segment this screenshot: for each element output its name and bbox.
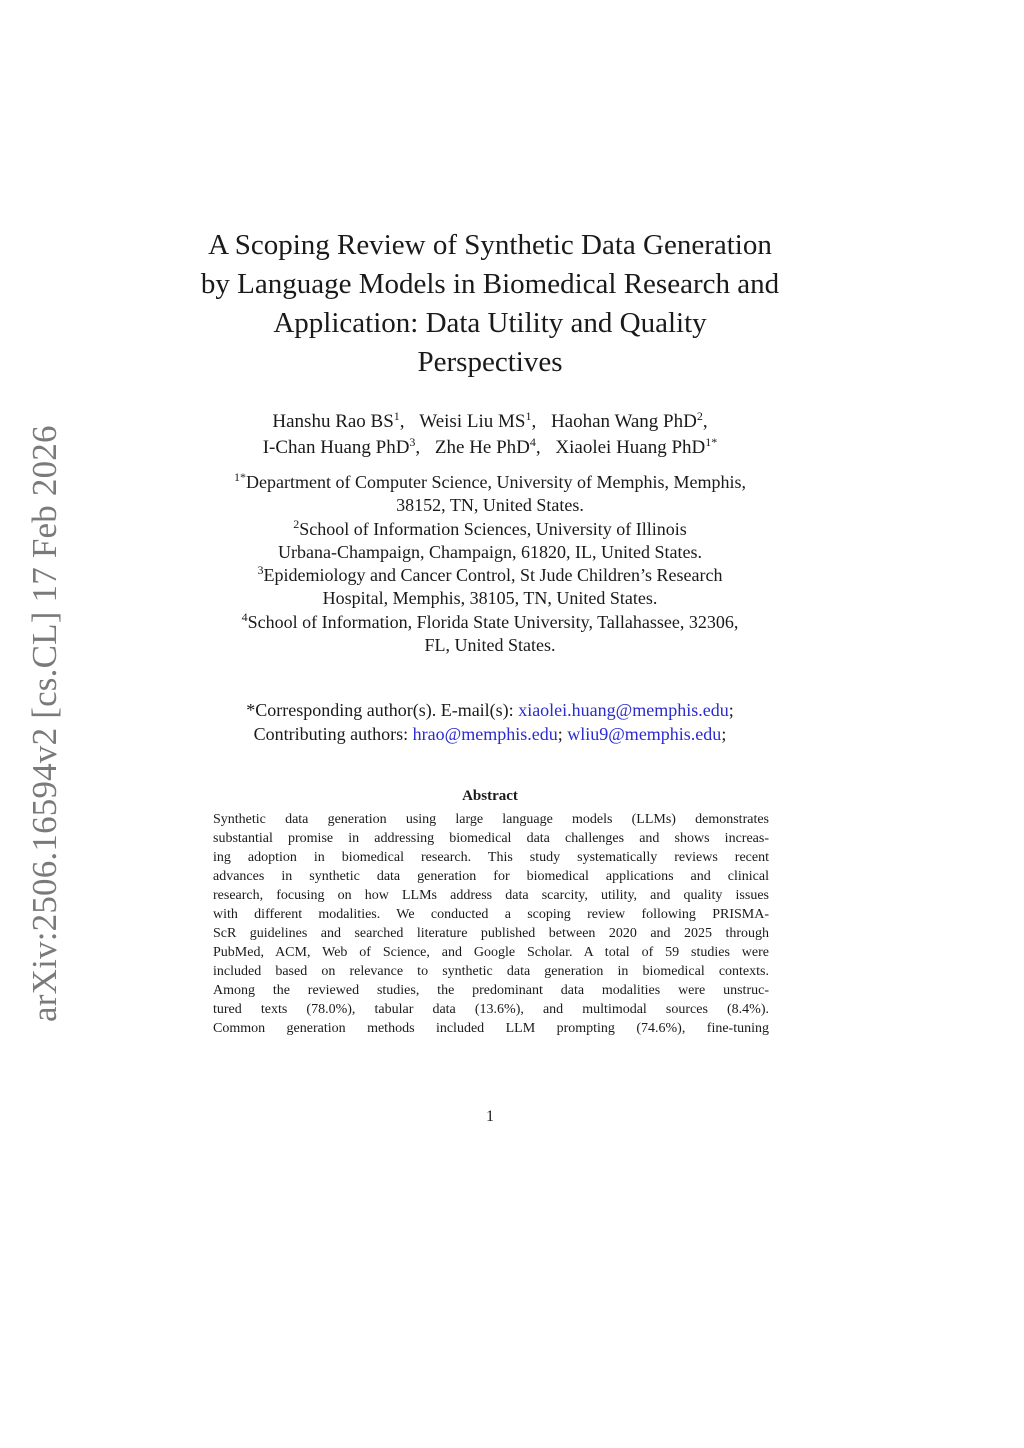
author-affiliation-mark: 2 — [696, 409, 703, 423]
corresponding-line — [150, 698, 830, 722]
author: Weisi Liu $MS^1$, — [419, 409, 537, 432]
author-name: Zhe He PhD — [434, 437, 530, 458]
separator: ; — [557, 724, 563, 744]
affiliation-line — [150, 471, 830, 494]
abstract-line: included based on relevance to synthetic data generation in biomedical contexts. — [213, 964, 769, 979]
affiliation — [150, 564, 830, 611]
affiliation-text: School of Information Sciences, University of Illinois — [299, 518, 687, 539]
author-affiliation-mark: 4 — [529, 435, 536, 449]
corresponding-email-link[interactable]: xiaolei.huang@memphis.edu — [518, 700, 729, 720]
page-number: 1 — [486, 1108, 494, 1125]
affiliation-mark: 1* — [234, 470, 247, 484]
affiliation-text: Department of Computer Science, University of Memphis, Memphis, — [246, 472, 746, 492]
affiliation-line: FL, United States. — [424, 635, 556, 656]
author-line — [150, 435, 830, 461]
author-affiliation-mark: 3 — [409, 435, 416, 449]
author: Zhe He PhD$^4$, — [434, 435, 541, 458]
author-name: Weisi Liu MS — [419, 411, 526, 432]
author-affiliation-mark: 1 — [393, 409, 400, 423]
author-name: Haohan Wang PhD — [550, 411, 697, 432]
affiliation-line — [150, 564, 830, 587]
affiliation-text: School of Information, Florida State University, Tallahassee, 32306, — [247, 611, 739, 632]
corresponding-label: *Corresponding author(s). E-mail(s): — [246, 700, 514, 720]
affiliation — [150, 471, 830, 518]
separator: ; — [721, 724, 727, 744]
correspondence-block — [150, 698, 830, 746]
author-name: Hanshu Rao BS — [272, 411, 394, 432]
abstract-line: Common generation methods included LLM prompting (74.6%), fine-tuning — [213, 1021, 769, 1036]
affiliation — [150, 611, 830, 658]
author-affiliation-mark: 1* — [705, 435, 718, 449]
author — [555, 437, 717, 458]
author: Hanshu Rao $BS^1$, — [272, 409, 405, 432]
author-name: I-Chan Huang PhD — [262, 437, 410, 458]
contributing-line — [150, 722, 830, 746]
author-list — [150, 409, 830, 461]
abstract-line: advances in synthetic data generation for biomedical applications and clinical — [213, 869, 769, 884]
contributing-label: Contributing authors: — [253, 724, 409, 744]
abstract-line: ScR guidelines and searched literature published between 2020 and 2025 through — [213, 926, 769, 941]
abstract-line: research, focusing on how LLMs address data scarcity, utility, and quality issues — [213, 888, 769, 903]
affiliation-line — [150, 611, 830, 634]
abstract-heading: Abstract — [462, 788, 518, 804]
abstract-line: Synthetic data generation using large language models (LLMs) demonstrates — [213, 812, 769, 827]
title-line: A Scoping Review of Synthetic Data Generation — [208, 229, 772, 261]
abstract-line: Among the reviewed studies, the predominant data modalities were unstruc- — [213, 983, 769, 998]
contributing-email-link[interactable]: wliu9@memphis.edu — [567, 724, 722, 744]
author-line — [150, 409, 830, 435]
affiliation — [150, 518, 830, 565]
author: I-Chan Huang PhD$^3$, — [262, 435, 421, 458]
affiliation-line: Urbana-Champaign, Champaign, 61820, IL, United States. — [278, 541, 702, 562]
title-line: by Language Models in Biomedical Research and — [200, 268, 780, 300]
separator: ; — [728, 700, 734, 720]
abstract-line: substantial promise in addressing biomedical data challenges and shows increas- — [213, 831, 769, 846]
affiliation-mark: 2 — [293, 516, 300, 531]
abstract-line: PubMed, ACM, Web of Science, and Google Scholar. A total of 59 studies were — [213, 945, 769, 960]
affiliation-mark: 4 — [241, 609, 248, 624]
affiliation-list — [150, 471, 830, 657]
contributing-email-link[interactable]: hrao@memphis.edu — [412, 724, 558, 744]
abstract-line: with different modalities. We conducted a scoping review following PRISMA- — [213, 907, 769, 922]
title-line: Application: Data Utility and Quality — [273, 307, 707, 339]
author: Haohan Wang PhD$^2$, — [550, 409, 708, 432]
abstract-body — [213, 810, 769, 1038]
affiliation-line — [150, 518, 830, 541]
abstract-line: ing adoption in biomedical research. This study systematically reviews recent — [213, 850, 769, 865]
affiliation-line: Hospital, Memphis, 38105, TN, United States. — [322, 588, 658, 609]
affiliation-line: 38152, TN, United States. — [396, 495, 584, 516]
author-affiliation-mark: 1 — [525, 409, 532, 423]
affiliation-mark: 3 — [257, 563, 264, 578]
paper-title — [150, 226, 830, 382]
abstract-line: tured texts (78.0%), tabular data (13.6%), and multimodal sources (8.4%). — [213, 1002, 769, 1017]
affiliation-text: Epidemiology and Cancer Control, St Jude Children’s Research — [263, 565, 723, 586]
arxiv-identifier-stamp: arXiv:2506.16594v2 [cs.CL] 17 Feb 2026 — [25, 425, 64, 1022]
author-name: Xiaolei Huang PhD — [555, 437, 706, 458]
title-line: Perspectives — [417, 346, 563, 378]
